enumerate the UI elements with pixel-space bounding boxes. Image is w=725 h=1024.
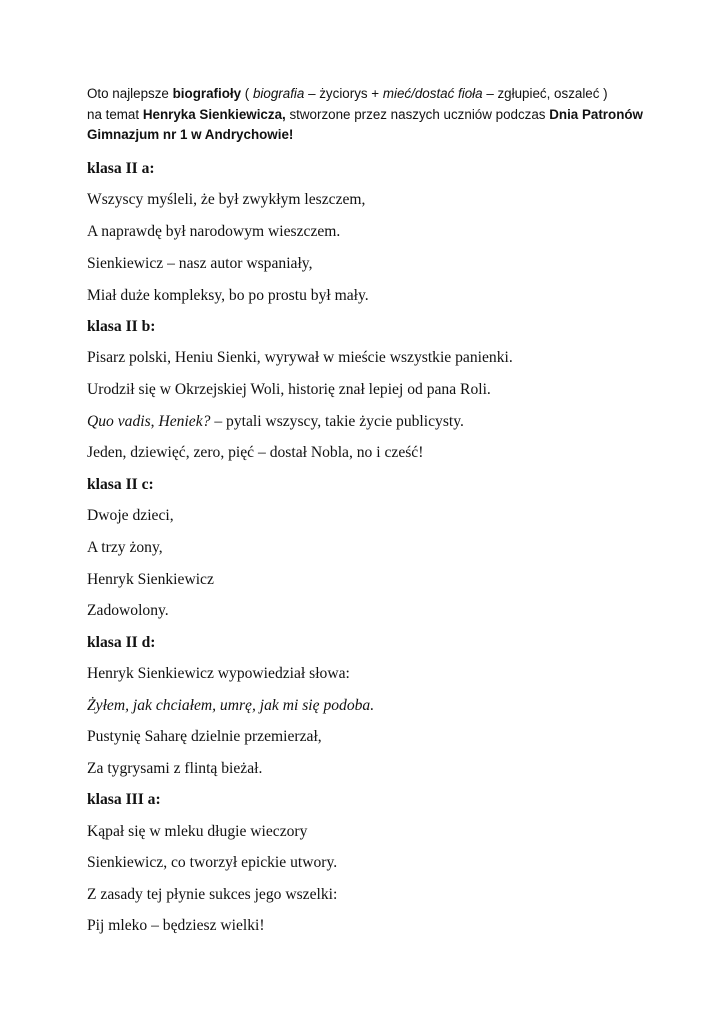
- section-heading: klasa III a:: [87, 791, 161, 808]
- poem-line: Pisarz polski, Heniu Sienki, wyrywał w mieście wszystkie panienki.: [87, 349, 513, 366]
- intro-text: na temat: [87, 106, 143, 122]
- poem-line-quo-vadis: [87, 412, 464, 432]
- section-heading: klasa II d:: [87, 634, 156, 651]
- intro-line-1: [87, 84, 687, 105]
- intro-bold-term: biografioły: [172, 86, 242, 101]
- poem-line: Pij mleko – będziesz wielki!: [87, 917, 265, 934]
- intro-text: – zgłupieć, oszaleć ): [482, 86, 608, 101]
- poem-line: Jeden, dziewięć, zero, pięć – dostał Nobla, no i cześć!: [87, 444, 424, 461]
- intro-patron-name: Henryka Sienkiewicza,: [142, 106, 286, 122]
- section-heading: klasa II c:: [87, 476, 154, 493]
- poem-line: Urodził się w Okrzejskiej Woli, historię znał lepiej od pana Roli.: [87, 381, 491, 398]
- intro-paragraph: [87, 84, 687, 146]
- poem-line: Sienkiewicz – nasz autor wspaniały,: [87, 255, 313, 272]
- poem-line: Za tygrysami z flintą bieżał.: [87, 760, 263, 777]
- poem-line-italic-quote: Żyłem, jak chciałem, umrę, jak mi się podoba.: [87, 697, 375, 714]
- intro-text: (: [241, 86, 253, 101]
- poem-line: Kąpał się w mleku długie wieczory: [87, 823, 308, 840]
- intro-italic-term: biografia: [252, 86, 305, 101]
- poem-text: – pytali wszyscy, takie życie publicysty.: [210, 413, 464, 430]
- intro-event-name: Dnia Patronów: [549, 106, 643, 122]
- heniek-italic: Heniek?: [158, 413, 211, 430]
- section-heading: klasa II b:: [87, 318, 156, 335]
- poem-line: Henryk Sienkiewicz: [87, 571, 214, 588]
- section-heading: klasa II a:: [87, 160, 155, 177]
- poem-line: Sienkiewicz, co tworzył epickie utwory.: [87, 854, 338, 871]
- poem-line: Miał duże kompleksy, bo po prostu był mały.: [87, 287, 369, 304]
- poem-line: Zadowolony.: [87, 602, 169, 619]
- poem-line: Pustynię Saharę dzielnie przemierzał,: [87, 728, 322, 745]
- intro-text: – życiorys +: [304, 86, 383, 101]
- poem-line: A trzy żony,: [87, 539, 163, 556]
- poem-line: Dwoje dzieci,: [87, 507, 174, 524]
- poem-line: Wszyscy myśleli, że był zwykłym leszczem,: [87, 191, 366, 208]
- intro-italic-term: mieć/dostać fioła: [382, 86, 483, 101]
- quo-vadis-title: Quo vadis: [87, 413, 151, 430]
- poem-text: ,: [150, 413, 159, 430]
- poem-line: Z zasady tej płynie sukces jego wszelki:: [87, 886, 338, 903]
- intro-text: Oto najlepsze: [87, 86, 173, 101]
- intro-line-3: Gimnazjum nr 1 w Andrychowie!: [87, 127, 294, 142]
- intro-line-2: [87, 105, 687, 126]
- poem-line: Henryk Sienkiewicz wypowiedział słowa:: [87, 665, 350, 682]
- intro-text: stworzone przez naszych uczniów podczas: [285, 106, 550, 122]
- poem-line: A naprawdę był narodowym wieszczem.: [87, 223, 341, 240]
